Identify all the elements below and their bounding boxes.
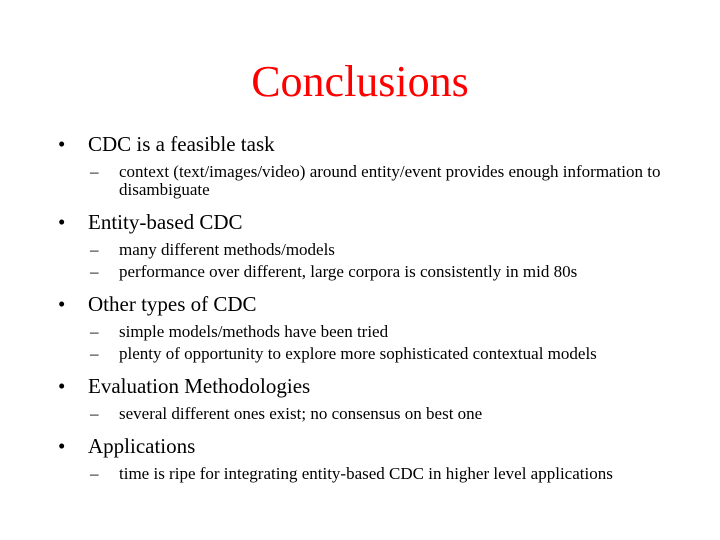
sub-bullet-text: time is ripe for integrating entity-based CDC in higher level applications (119, 464, 613, 483)
bullet-list (58, 131, 678, 493)
bullet-text: CDC is a feasible task (88, 132, 275, 156)
sub-bullet-item (90, 345, 678, 363)
sub-bullet-item (90, 163, 678, 199)
bullet-dot-icon: • (58, 292, 66, 316)
dash-icon: – (90, 344, 99, 363)
bullet-item (58, 291, 678, 363)
bullet-item (58, 433, 678, 483)
sub-bullet-list (58, 323, 678, 363)
bullet-item (58, 131, 678, 199)
dash-icon: – (90, 240, 99, 259)
sub-bullet-item (90, 465, 678, 483)
slide-title: Conclusions (251, 57, 469, 106)
bullet-item (58, 209, 678, 281)
sub-bullet-item (90, 263, 678, 281)
sub-bullet-list (58, 465, 678, 483)
sub-bullet-text: performance over different, large corpora is consistently in mid 80s (119, 262, 578, 281)
bullet-dot-icon: • (58, 434, 66, 458)
bullet-dot-icon: • (58, 210, 66, 234)
dash-icon: – (90, 464, 99, 483)
sub-bullet-text: several different ones exist; no consensus on best one (119, 404, 483, 423)
bullet-dot-icon: • (58, 132, 66, 156)
sub-bullet-text: many different methods/models (119, 240, 335, 259)
sub-bullet-list (58, 241, 678, 281)
sub-bullet-item (90, 323, 678, 341)
sub-bullet-text: plenty of opportunity to explore more sophisticated contextual models (119, 344, 597, 363)
sub-bullet-text: context (text/images/video) around entity/event provides enough information to disambiguate (119, 162, 661, 199)
dash-icon: – (90, 322, 99, 341)
bullet-text: Other types of CDC (88, 292, 257, 316)
dash-icon: – (90, 404, 99, 423)
dash-icon: – (90, 262, 99, 281)
bullet-dot-icon: • (58, 374, 66, 398)
sub-bullet-list (58, 405, 678, 423)
bullet-item (58, 373, 678, 423)
sub-bullet-item (90, 241, 678, 259)
dash-icon: – (90, 162, 99, 181)
sub-bullet-list (58, 163, 678, 199)
sub-bullet-item (90, 405, 678, 423)
bullet-text: Evaluation Methodologies (88, 374, 311, 398)
bullet-text: Applications (88, 434, 196, 458)
sub-bullet-text: simple models/methods have been tried (119, 322, 389, 341)
bullet-text: Entity-based CDC (88, 210, 243, 234)
